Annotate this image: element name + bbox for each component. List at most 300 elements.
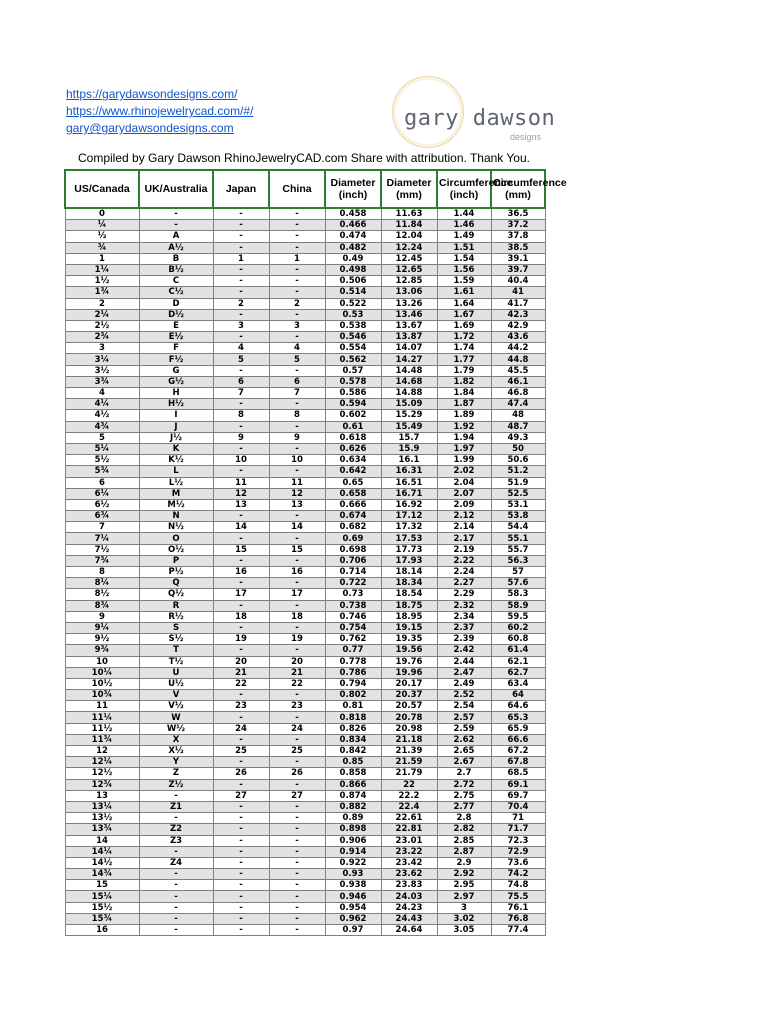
cell-japan: - bbox=[213, 287, 269, 298]
table-row bbox=[65, 567, 545, 578]
cell-diameter-inch: 0.634 bbox=[325, 455, 381, 466]
cell-circumference-mm: 38.5 bbox=[491, 242, 545, 253]
cell-circumference-mm: 72.9 bbox=[491, 846, 545, 857]
cell-circumference-mm: 49.3 bbox=[491, 432, 545, 443]
table-row bbox=[65, 891, 545, 902]
cell-us-canada: 11¼ bbox=[65, 712, 139, 723]
cell-circumference-mm: 42.3 bbox=[491, 309, 545, 320]
website-link[interactable]: https://garydawsondesigns.com/ bbox=[66, 87, 238, 101]
cell-circumference-inch: 2.59 bbox=[437, 723, 491, 734]
cell-us-canada: 6 bbox=[65, 477, 139, 488]
cell-circumference-mm: 71.7 bbox=[491, 824, 545, 835]
cell-circumference-mm: 68.5 bbox=[491, 768, 545, 779]
cell-uk-australia: W bbox=[139, 712, 213, 723]
cell-diameter-mm: 13.46 bbox=[381, 309, 437, 320]
cell-china: - bbox=[269, 813, 325, 824]
cell-diameter-inch: 0.61 bbox=[325, 421, 381, 432]
table-row bbox=[65, 746, 545, 757]
cell-circumference-inch: 2.7 bbox=[437, 768, 491, 779]
cell-diameter-inch: 0.722 bbox=[325, 578, 381, 589]
table-row bbox=[65, 388, 545, 399]
cell-japan: - bbox=[213, 511, 269, 522]
cell-us-canada: 5½ bbox=[65, 455, 139, 466]
cell-diameter-mm: 16.1 bbox=[381, 455, 437, 466]
table-row bbox=[65, 600, 545, 611]
cell-circumference-mm: 73.6 bbox=[491, 857, 545, 868]
cell-circumference-mm: 51.9 bbox=[491, 477, 545, 488]
table-row bbox=[65, 757, 545, 768]
cell-china: 9 bbox=[269, 432, 325, 443]
attribution-text: Compiled by Gary Dawson RhinoJewelryCAD.com Share with attribution. Thank You. bbox=[78, 151, 530, 165]
cell-uk-australia: V bbox=[139, 690, 213, 701]
cell-diameter-inch: 0.914 bbox=[325, 846, 381, 857]
cell-diameter-inch: 0.73 bbox=[325, 589, 381, 600]
cell-japan: - bbox=[213, 712, 269, 723]
cell-diameter-inch: 0.506 bbox=[325, 276, 381, 287]
cell-uk-australia: - bbox=[139, 891, 213, 902]
cell-us-canada: 16 bbox=[65, 925, 139, 936]
cell-uk-australia: Y bbox=[139, 757, 213, 768]
cell-diameter-inch: 0.674 bbox=[325, 511, 381, 522]
cell-diameter-mm: 12.45 bbox=[381, 253, 437, 264]
cell-circumference-inch: 1.94 bbox=[437, 432, 491, 443]
cell-uk-australia: T bbox=[139, 645, 213, 656]
cell-diameter-mm: 19.35 bbox=[381, 634, 437, 645]
cell-china: 18 bbox=[269, 611, 325, 622]
cell-japan: 6 bbox=[213, 376, 269, 387]
cell-us-canada: 5¼ bbox=[65, 443, 139, 454]
table-row bbox=[65, 231, 545, 242]
cell-diameter-inch: 0.946 bbox=[325, 891, 381, 902]
cell-circumference-mm: 37.2 bbox=[491, 220, 545, 231]
cell-us-canada: 7 bbox=[65, 522, 139, 533]
cell-us-canada: 4¼ bbox=[65, 399, 139, 410]
cell-circumference-inch: 1.61 bbox=[437, 287, 491, 298]
cell-japan: - bbox=[213, 276, 269, 287]
cell-japan: 14 bbox=[213, 522, 269, 533]
cell-china: 17 bbox=[269, 589, 325, 600]
cell-diameter-mm: 20.98 bbox=[381, 723, 437, 734]
cell-japan: - bbox=[213, 466, 269, 477]
cell-china: - bbox=[269, 824, 325, 835]
cell-diameter-mm: 18.14 bbox=[381, 567, 437, 578]
table-row bbox=[65, 287, 545, 298]
cell-diameter-mm: 21.59 bbox=[381, 757, 437, 768]
cell-circumference-mm: 62.7 bbox=[491, 667, 545, 678]
cell-uk-australia: F½ bbox=[139, 354, 213, 365]
cell-us-canada: 9¼ bbox=[65, 622, 139, 633]
cell-diameter-inch: 0.522 bbox=[325, 298, 381, 309]
table-row bbox=[65, 902, 545, 913]
cell-circumference-inch: 2.97 bbox=[437, 891, 491, 902]
cell-circumference-inch: 3.05 bbox=[437, 925, 491, 936]
table-row bbox=[65, 589, 545, 600]
table-row bbox=[65, 813, 545, 824]
cell-uk-australia: - bbox=[139, 913, 213, 924]
cell-circumference-mm: 76.1 bbox=[491, 902, 545, 913]
cell-uk-australia: C bbox=[139, 276, 213, 287]
cell-us-canada: 2¾ bbox=[65, 332, 139, 343]
cell-diameter-mm: 13.87 bbox=[381, 332, 437, 343]
cell-circumference-inch: 2.9 bbox=[437, 857, 491, 868]
table-row bbox=[65, 533, 545, 544]
cell-us-canada: 3½ bbox=[65, 365, 139, 376]
cell-japan: - bbox=[213, 801, 269, 812]
cell-us-canada: 8½ bbox=[65, 589, 139, 600]
cell-diameter-mm: 13.06 bbox=[381, 287, 437, 298]
cell-us-canada: 8 bbox=[65, 567, 139, 578]
cell-diameter-inch: 0.498 bbox=[325, 264, 381, 275]
cell-diameter-inch: 0.714 bbox=[325, 567, 381, 578]
cell-diameter-mm: 23.22 bbox=[381, 846, 437, 857]
table-row bbox=[65, 869, 545, 880]
rhino-link[interactable]: https://www.rhinojewelrycad.com/#/ bbox=[66, 104, 254, 118]
cell-diameter-inch: 0.882 bbox=[325, 801, 381, 812]
cell-china: 19 bbox=[269, 634, 325, 645]
header-china: China bbox=[269, 170, 325, 208]
cell-china: - bbox=[269, 466, 325, 477]
cell-diameter-mm: 23.01 bbox=[381, 835, 437, 846]
cell-circumference-mm: 64 bbox=[491, 690, 545, 701]
cell-circumference-inch: 3.02 bbox=[437, 913, 491, 924]
cell-diameter-inch: 0.746 bbox=[325, 611, 381, 622]
cell-uk-australia: V½ bbox=[139, 701, 213, 712]
cell-uk-australia: U bbox=[139, 667, 213, 678]
cell-japan: 17 bbox=[213, 589, 269, 600]
cell-circumference-mm: 45.5 bbox=[491, 365, 545, 376]
cell-diameter-inch: 0.834 bbox=[325, 734, 381, 745]
cell-circumference-mm: 41 bbox=[491, 287, 545, 298]
cell-china: - bbox=[269, 600, 325, 611]
cell-us-canada: 11¾ bbox=[65, 734, 139, 745]
cell-circumference-mm: 44.8 bbox=[491, 354, 545, 365]
cell-china: 25 bbox=[269, 746, 325, 757]
cell-us-canada: ¼ bbox=[65, 220, 139, 231]
cell-circumference-inch: 2.65 bbox=[437, 746, 491, 757]
cell-circumference-inch: 2.14 bbox=[437, 522, 491, 533]
cell-us-canada: 6½ bbox=[65, 499, 139, 510]
cell-circumference-mm: 75.5 bbox=[491, 891, 545, 902]
cell-japan: 20 bbox=[213, 656, 269, 667]
cell-circumference-mm: 65.3 bbox=[491, 712, 545, 723]
table-header-row bbox=[65, 170, 545, 208]
cell-circumference-inch: 1.56 bbox=[437, 264, 491, 275]
cell-uk-australia: P bbox=[139, 555, 213, 566]
cell-circumference-inch: 2.47 bbox=[437, 667, 491, 678]
cell-circumference-mm: 44.2 bbox=[491, 343, 545, 354]
cell-circumference-inch: 2.04 bbox=[437, 477, 491, 488]
table-row bbox=[65, 354, 545, 365]
cell-us-canada: 15 bbox=[65, 880, 139, 891]
cell-circumference-mm: 46.1 bbox=[491, 376, 545, 387]
cell-circumference-inch: 2.87 bbox=[437, 846, 491, 857]
cell-china: - bbox=[269, 242, 325, 253]
cell-japan: - bbox=[213, 332, 269, 343]
cell-china: - bbox=[269, 443, 325, 454]
cell-circumference-inch: 2.54 bbox=[437, 701, 491, 712]
cell-japan: - bbox=[213, 622, 269, 633]
cell-diameter-inch: 0.922 bbox=[325, 857, 381, 868]
cell-china: 7 bbox=[269, 388, 325, 399]
cell-china: - bbox=[269, 220, 325, 231]
cell-diameter-inch: 0.554 bbox=[325, 343, 381, 354]
cell-circumference-mm: 74.8 bbox=[491, 880, 545, 891]
cell-us-canada: 10¾ bbox=[65, 690, 139, 701]
table-row bbox=[65, 332, 545, 343]
cell-circumference-mm: 67.2 bbox=[491, 746, 545, 757]
cell-diameter-mm: 22.2 bbox=[381, 790, 437, 801]
cell-circumference-mm: 54.4 bbox=[491, 522, 545, 533]
table-row bbox=[65, 432, 545, 443]
cell-diameter-mm: 19.15 bbox=[381, 622, 437, 633]
cell-diameter-inch: 0.578 bbox=[325, 376, 381, 387]
cell-china: - bbox=[269, 779, 325, 790]
cell-diameter-mm: 14.27 bbox=[381, 354, 437, 365]
table-row bbox=[65, 622, 545, 633]
cell-circumference-mm: 63.4 bbox=[491, 678, 545, 689]
cell-japan: 3 bbox=[213, 320, 269, 331]
cell-circumference-mm: 65.9 bbox=[491, 723, 545, 734]
cell-diameter-mm: 11.84 bbox=[381, 220, 437, 231]
cell-japan: - bbox=[213, 734, 269, 745]
cell-circumference-mm: 59.5 bbox=[491, 611, 545, 622]
cell-us-canada: 3¼ bbox=[65, 354, 139, 365]
cell-china: 2 bbox=[269, 298, 325, 309]
table-row bbox=[65, 421, 545, 432]
cell-circumference-inch: 2.85 bbox=[437, 835, 491, 846]
cell-japan: - bbox=[213, 645, 269, 656]
table-row bbox=[65, 835, 545, 846]
cell-us-canada: 15¼ bbox=[65, 891, 139, 902]
cell-circumference-inch: 1.99 bbox=[437, 455, 491, 466]
cell-diameter-mm: 12.85 bbox=[381, 276, 437, 287]
cell-diameter-mm: 20.78 bbox=[381, 712, 437, 723]
cell-china: - bbox=[269, 231, 325, 242]
cell-circumference-inch: 2.44 bbox=[437, 656, 491, 667]
cell-circumference-inch: 2.52 bbox=[437, 690, 491, 701]
cell-china: - bbox=[269, 511, 325, 522]
cell-circumference-inch: 2.22 bbox=[437, 555, 491, 566]
cell-japan: - bbox=[213, 813, 269, 824]
cell-diameter-inch: 0.474 bbox=[325, 231, 381, 242]
table-row bbox=[65, 857, 545, 868]
cell-uk-australia: D bbox=[139, 298, 213, 309]
cell-china: 16 bbox=[269, 567, 325, 578]
cell-circumference-inch: 2.29 bbox=[437, 589, 491, 600]
cell-circumference-inch: 2.62 bbox=[437, 734, 491, 745]
cell-diameter-inch: 0.89 bbox=[325, 813, 381, 824]
cell-circumference-mm: 42.9 bbox=[491, 320, 545, 331]
cell-us-canada: 2 bbox=[65, 298, 139, 309]
table-row bbox=[65, 477, 545, 488]
cell-diameter-inch: 0.602 bbox=[325, 410, 381, 421]
cell-diameter-inch: 0.65 bbox=[325, 477, 381, 488]
cell-circumference-inch: 2.82 bbox=[437, 824, 491, 835]
cell-diameter-inch: 0.49 bbox=[325, 253, 381, 264]
cell-diameter-inch: 0.85 bbox=[325, 757, 381, 768]
cell-us-canada: 10½ bbox=[65, 678, 139, 689]
cell-diameter-inch: 0.658 bbox=[325, 488, 381, 499]
table-row bbox=[65, 634, 545, 645]
cell-diameter-inch: 0.586 bbox=[325, 388, 381, 399]
cell-circumference-inch: 2.95 bbox=[437, 880, 491, 891]
cell-uk-australia: Z bbox=[139, 768, 213, 779]
cell-us-canada: 14½ bbox=[65, 857, 139, 868]
cell-circumference-inch: 1.97 bbox=[437, 443, 491, 454]
cell-circumference-mm: 46.8 bbox=[491, 388, 545, 399]
cell-circumference-inch: 1.72 bbox=[437, 332, 491, 343]
table-row bbox=[65, 522, 545, 533]
cell-circumference-mm: 50.6 bbox=[491, 455, 545, 466]
cell-china: - bbox=[269, 880, 325, 891]
cell-us-canada: 1¾ bbox=[65, 287, 139, 298]
cell-japan: 7 bbox=[213, 388, 269, 399]
cell-uk-australia: Q½ bbox=[139, 589, 213, 600]
cell-japan: - bbox=[213, 443, 269, 454]
cell-uk-australia: - bbox=[139, 880, 213, 891]
cell-circumference-inch: 1.51 bbox=[437, 242, 491, 253]
cell-japan: - bbox=[213, 690, 269, 701]
cell-diameter-mm: 18.54 bbox=[381, 589, 437, 600]
header-diameter-inch: Diameter (inch) bbox=[325, 170, 381, 208]
cell-diameter-inch: 0.962 bbox=[325, 913, 381, 924]
cell-uk-australia: Q bbox=[139, 578, 213, 589]
cell-china: 23 bbox=[269, 701, 325, 712]
cell-china: - bbox=[269, 578, 325, 589]
cell-china: 14 bbox=[269, 522, 325, 533]
cell-circumference-mm: 41.7 bbox=[491, 298, 545, 309]
cell-circumference-mm: 69.1 bbox=[491, 779, 545, 790]
cell-circumference-inch: 1.54 bbox=[437, 253, 491, 264]
cell-uk-australia: B½ bbox=[139, 264, 213, 275]
cell-uk-australia: O½ bbox=[139, 544, 213, 555]
cell-uk-australia: U½ bbox=[139, 678, 213, 689]
cell-circumference-mm: 74.2 bbox=[491, 869, 545, 880]
cell-uk-australia: B bbox=[139, 253, 213, 264]
logo-name: gary dawson bbox=[404, 106, 556, 131]
cell-diameter-inch: 0.97 bbox=[325, 925, 381, 936]
cell-japan: - bbox=[213, 600, 269, 611]
table-row bbox=[65, 309, 545, 320]
cell-japan: - bbox=[213, 533, 269, 544]
cell-us-canada: 6¼ bbox=[65, 488, 139, 499]
cell-us-canada: 13¼ bbox=[65, 801, 139, 812]
cell-diameter-mm: 24.64 bbox=[381, 925, 437, 936]
cell-diameter-inch: 0.738 bbox=[325, 600, 381, 611]
cell-japan: - bbox=[213, 421, 269, 432]
cell-japan: 8 bbox=[213, 410, 269, 421]
cell-circumference-mm: 64.6 bbox=[491, 701, 545, 712]
cell-uk-australia: X bbox=[139, 734, 213, 745]
ring-size-table bbox=[64, 169, 567, 936]
cell-us-canada: 6¾ bbox=[65, 511, 139, 522]
cell-diameter-inch: 0.954 bbox=[325, 902, 381, 913]
cell-circumference-inch: 1.64 bbox=[437, 298, 491, 309]
table-row bbox=[65, 455, 545, 466]
cell-us-canada: 13½ bbox=[65, 813, 139, 824]
cell-japan: 21 bbox=[213, 667, 269, 678]
cell-diameter-mm: 18.95 bbox=[381, 611, 437, 622]
cell-uk-australia: Z3 bbox=[139, 835, 213, 846]
cell-china: - bbox=[269, 555, 325, 566]
cell-diameter-mm: 12.04 bbox=[381, 231, 437, 242]
cell-circumference-mm: 57.6 bbox=[491, 578, 545, 589]
cell-uk-australia: J bbox=[139, 421, 213, 432]
cell-diameter-inch: 0.77 bbox=[325, 645, 381, 656]
cell-china: - bbox=[269, 869, 325, 880]
cell-china: - bbox=[269, 734, 325, 745]
cell-circumference-inch: 2.72 bbox=[437, 779, 491, 790]
cell-diameter-mm: 21.79 bbox=[381, 768, 437, 779]
table-row bbox=[65, 555, 545, 566]
cell-japan: - bbox=[213, 913, 269, 924]
cell-circumference-mm: 36.5 bbox=[491, 208, 545, 220]
cell-circumference-mm: 72.3 bbox=[491, 835, 545, 846]
contact-links bbox=[66, 86, 253, 137]
cell-diameter-mm: 11.63 bbox=[381, 208, 437, 220]
cell-japan: 12 bbox=[213, 488, 269, 499]
table-row bbox=[65, 723, 545, 734]
cell-china: 11 bbox=[269, 477, 325, 488]
cell-circumference-mm: 48.7 bbox=[491, 421, 545, 432]
cell-us-canada: 7¼ bbox=[65, 533, 139, 544]
cell-japan: - bbox=[213, 264, 269, 275]
cell-us-canada: 14¾ bbox=[65, 869, 139, 880]
cell-diameter-inch: 0.866 bbox=[325, 779, 381, 790]
cell-diameter-mm: 16.71 bbox=[381, 488, 437, 499]
cell-diameter-mm: 19.56 bbox=[381, 645, 437, 656]
cell-china: 13 bbox=[269, 499, 325, 510]
table-row bbox=[65, 611, 545, 622]
cell-circumference-mm: 39.7 bbox=[491, 264, 545, 275]
cell-circumference-mm: 71 bbox=[491, 813, 545, 824]
cell-china: - bbox=[269, 287, 325, 298]
cell-japan: 16 bbox=[213, 567, 269, 578]
table-row bbox=[65, 320, 545, 331]
table-row bbox=[65, 712, 545, 723]
cell-us-canada: 2½ bbox=[65, 320, 139, 331]
table-row bbox=[65, 768, 545, 779]
cell-circumference-inch: 2.49 bbox=[437, 678, 491, 689]
cell-diameter-mm: 21.18 bbox=[381, 734, 437, 745]
cell-china: - bbox=[269, 332, 325, 343]
cell-circumference-inch: 2.02 bbox=[437, 466, 491, 477]
cell-circumference-inch: 1.87 bbox=[437, 399, 491, 410]
cell-china: - bbox=[269, 365, 325, 376]
cell-diameter-mm: 16.31 bbox=[381, 466, 437, 477]
cell-circumference-mm: 51.2 bbox=[491, 466, 545, 477]
cell-us-canada: 3 bbox=[65, 343, 139, 354]
cell-diameter-mm: 13.26 bbox=[381, 298, 437, 309]
cell-circumference-mm: 67.8 bbox=[491, 757, 545, 768]
cell-diameter-inch: 0.81 bbox=[325, 701, 381, 712]
cell-uk-australia: S bbox=[139, 622, 213, 633]
cell-china: - bbox=[269, 421, 325, 432]
cell-circumference-mm: 70.4 bbox=[491, 801, 545, 812]
cell-japan: 27 bbox=[213, 790, 269, 801]
cell-japan: - bbox=[213, 757, 269, 768]
cell-us-canada: 4½ bbox=[65, 410, 139, 421]
cell-us-canada: 11 bbox=[65, 701, 139, 712]
cell-us-canada: 10 bbox=[65, 656, 139, 667]
cell-us-canada: 9½ bbox=[65, 634, 139, 645]
cell-japan: - bbox=[213, 779, 269, 790]
cell-uk-australia: G bbox=[139, 365, 213, 376]
email-link[interactable]: gary@garydawsondesigns.com bbox=[66, 121, 234, 135]
cell-circumference-inch: 2.09 bbox=[437, 499, 491, 510]
cell-diameter-inch: 0.682 bbox=[325, 522, 381, 533]
cell-diameter-inch: 0.53 bbox=[325, 309, 381, 320]
